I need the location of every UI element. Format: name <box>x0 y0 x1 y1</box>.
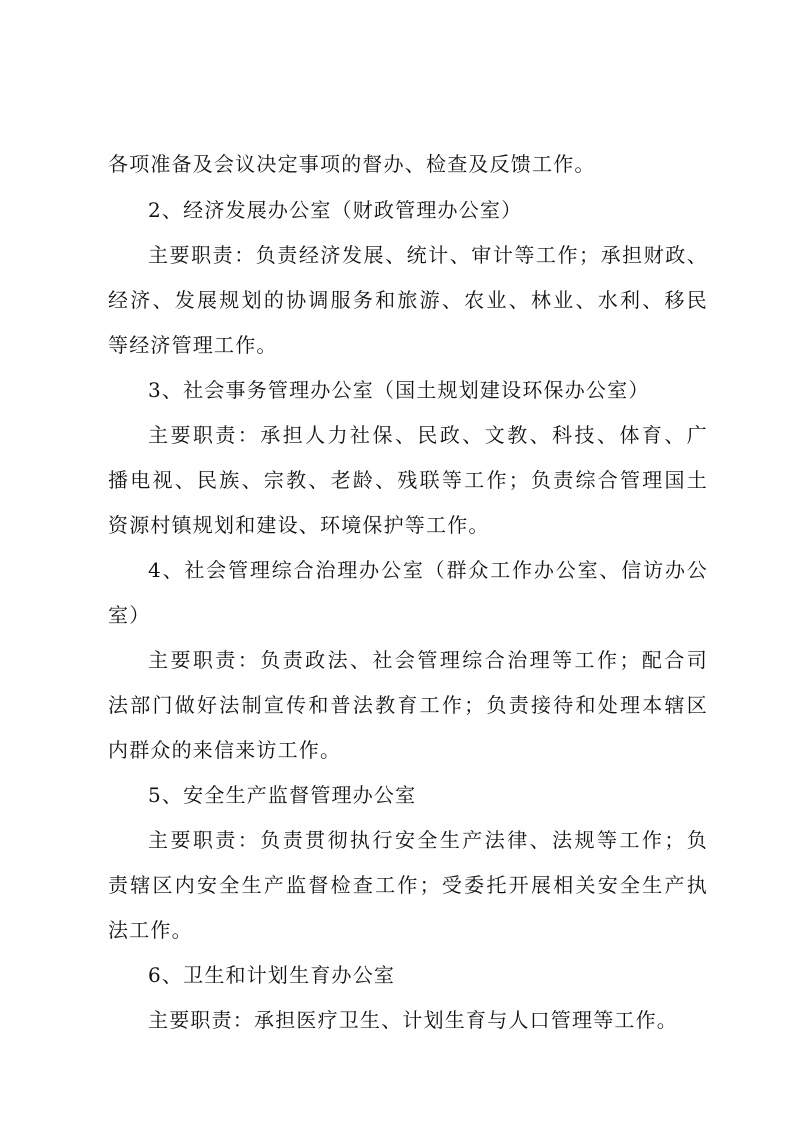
text-line: 主要职责：负责贯彻执行安全生产法律、法规等工作；负 <box>148 828 708 852</box>
text-line: 责辖区内安全生产监督检查工作；受委托开展相关安全生产执 <box>108 873 708 897</box>
text-line: 各项准备及会议决定事项的督办、检查及反馈工作。 <box>108 152 596 176</box>
section-heading: 6、卫生和计划生育办公室 <box>148 963 396 987</box>
section-heading: 5、安全生产监督管理办公室 <box>148 783 417 807</box>
text-line: 主要职责：负责政法、社会管理综合治理等工作；配合司 <box>148 648 708 672</box>
section-heading: 2、经济发展办公室（财政管理办公室） <box>148 198 523 222</box>
text-line: 播电视、民族、宗教、老龄、残联等工作；负责综合管理国土 <box>108 468 708 492</box>
text-line: 主要职责：负责经济发展、统计、审计等工作；承担财政、 <box>148 243 708 267</box>
text-line: 等经济管理工作。 <box>108 333 278 357</box>
section-heading: 4、社会管理综合治理办公室（群众工作办公室、信访办公 <box>148 558 708 582</box>
text-line: 主要职责：承担人力社保、民政、文教、科技、体育、广 <box>148 423 708 447</box>
text-line: 经济、发展规划的协调服务和旅游、农业、林业、水利、移民 <box>108 288 708 312</box>
text-line: 法部门做好法制宣传和普法教育工作；负责接待和处理本辖区 <box>108 693 708 717</box>
section-heading: 3、社会事务管理办公室（国土规划建设环保办公室） <box>148 378 650 402</box>
section-heading-continued: 室） <box>108 603 151 627</box>
text-line: 主要职责：承担医疗卫生、计划生育与人口管理等工作。 <box>148 1008 678 1032</box>
text-line: 法工作。 <box>108 918 193 942</box>
text-line: 资源村镇规划和建设、环境保护等工作。 <box>108 513 490 537</box>
text-line: 内群众的来信来访工作。 <box>108 738 342 762</box>
